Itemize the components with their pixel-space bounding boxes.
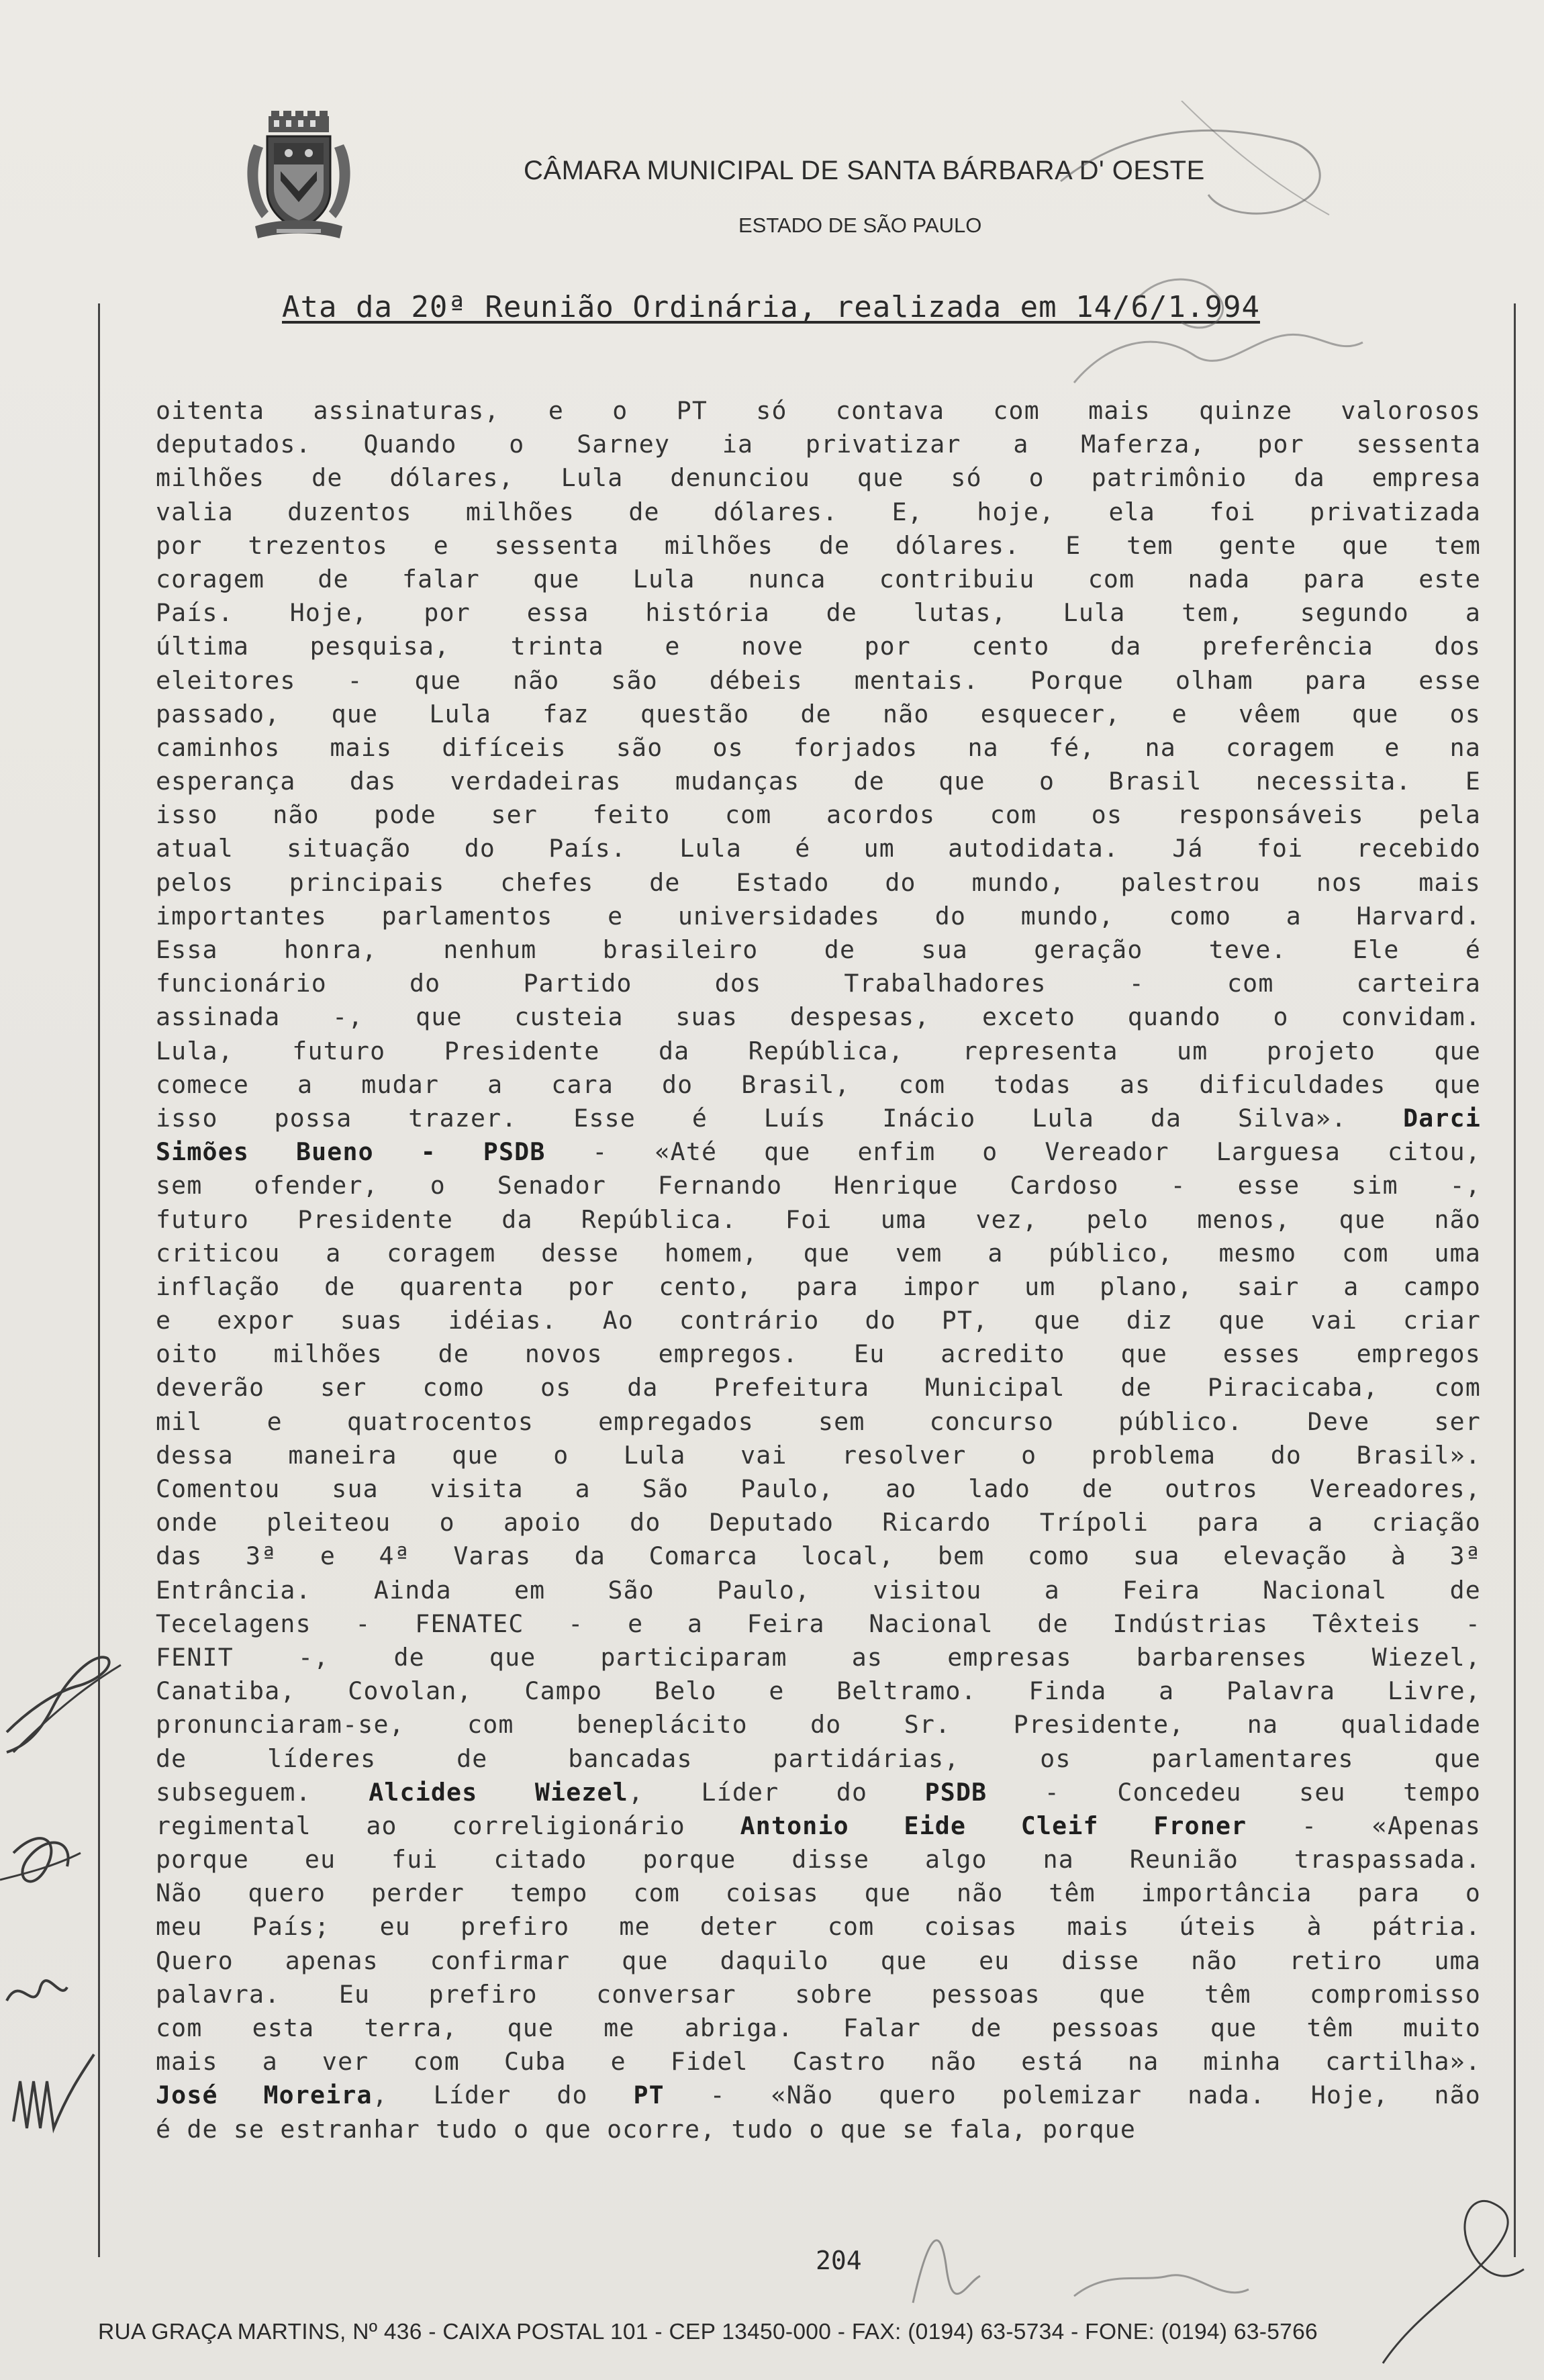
page-number: 204	[816, 2246, 862, 2275]
text-line	[156, 428, 1481, 461]
text-segment: passado, que Lula faz questão de não esquecer, e vêem que os	[156, 699, 1481, 728]
text-segment: das 3ª e 4ª Varas da Comarca local, bem como sua elevação à 3ª	[156, 1541, 1481, 1571]
text-line	[156, 2045, 1481, 2079]
right-frame-line	[1514, 303, 1516, 2257]
text-line	[156, 798, 1481, 832]
text-line	[156, 1371, 1481, 1405]
text-line	[156, 1809, 1481, 1843]
text-line	[156, 731, 1481, 765]
text-segment: Entrância. Ainda em São Paulo, visitou a Feira Nacional de	[156, 1575, 1481, 1605]
text-segment: e expor suas idéias. Ao contrário do PT, que diz que vai criar	[156, 1306, 1481, 1335]
text-line	[156, 1574, 1481, 1607]
text-segment: futuro Presidente da República. Foi uma vez, pelo menos, que não	[156, 1204, 1481, 1234]
text-line	[156, 596, 1481, 630]
text-line	[156, 461, 1481, 495]
text-segment: - Concedeu seu tempo	[987, 1777, 1481, 1807]
text-line	[156, 900, 1481, 933]
state-name: ESTADO DE SÃO PAULO	[738, 213, 982, 237]
text-segment: é de se estranhar tudo o que ocorre, tudo o que se fala, porque	[156, 2114, 1137, 2144]
text-line	[156, 630, 1481, 663]
text-segment: por trezentos e sessenta milhões de dólares. E tem gente que tem	[156, 530, 1481, 560]
text-line	[156, 933, 1481, 967]
text-line	[156, 1776, 1481, 1809]
text-segment: Canatiba, Covolan, Campo Belo e Beltramo. Finda a Palavra Livre,	[156, 1676, 1481, 1706]
speaker-name: Antonio Eide Cleif Froner	[740, 1811, 1247, 1840]
text-line	[156, 1472, 1481, 1506]
speaker-name: PSDB	[924, 1777, 987, 1807]
text-segment: milhões de dólares, Lula denunciou que só o patrimônio da empresa	[156, 463, 1481, 493]
text-segment: deverão ser como os da Prefeitura Municipal de Piracicaba, com	[156, 1373, 1481, 1402]
text-line	[156, 1539, 1481, 1573]
text-segment: importantes parlamentos e universidades do mundo, como a Harvard.	[156, 901, 1481, 931]
text-segment: isso possa trazer. Esse é Luís Inácio Lula da Silva».	[156, 1103, 1404, 1133]
text-line	[156, 1203, 1481, 1237]
text-segment: onde pleiteou o apoio do Deputado Ricardo Trípoli para a criação	[156, 1508, 1481, 1537]
text-line	[156, 1102, 1481, 1135]
text-segment: País. Hoje, por essa história de lutas, Lula tem, segundo a	[156, 598, 1481, 628]
text-line	[156, 1910, 1481, 1944]
text-line	[156, 495, 1481, 529]
text-segment: com esta terra, que me abriga. Falar de pessoas que têm muito	[156, 2013, 1481, 2042]
text-segment: funcionário do Partido dos Trabalhadores - com carteira	[156, 969, 1481, 998]
signature-left-margin	[0, 1611, 128, 2162]
text-line	[156, 1876, 1481, 1910]
left-frame-line	[98, 303, 100, 2257]
municipal-coat-of-arms-icon	[242, 111, 356, 245]
text-line	[156, 1843, 1481, 1876]
text-line	[156, 1270, 1481, 1304]
institution-name: CÂMARA MUNICIPAL DE SANTA BÁRBARA D' OESTE	[524, 156, 1205, 185]
text-segment: meu País; eu prefiro me deter com coisas mais úteis à pátria.	[156, 1912, 1481, 1942]
text-segment: criticou a coragem desse homem, que vem a público, mesmo com uma	[156, 1238, 1481, 1268]
text-segment: porque eu fui citado porque disse algo na Reunião traspassada.	[156, 1845, 1481, 1874]
text-segment: última pesquisa, trinta e nove por cento da preferência dos	[156, 632, 1481, 661]
text-segment: palavra. Eu prefiro conversar sobre pessoas que têm compromisso	[156, 1979, 1481, 2009]
text-segment: Essa honra, nenhum brasileiro de sua geração teve. Ele é	[156, 935, 1481, 964]
text-segment: Lula, futuro Presidente da República, representa um projeto que	[156, 1036, 1481, 1065]
text-line	[156, 1135, 1481, 1169]
text-line	[156, 1439, 1481, 1472]
text-segment: caminhos mais difíceis são os forjados na fé, na coragem e na	[156, 732, 1481, 762]
text-line	[156, 2113, 1481, 2146]
text-line	[156, 1337, 1481, 1371]
signature-top-right	[1047, 101, 1423, 410]
text-line	[156, 1674, 1481, 1708]
text-line	[156, 1405, 1481, 1439]
speaker-name: Alcides Wiezel	[369, 1777, 628, 1807]
text-line	[156, 1068, 1481, 1102]
text-line	[156, 2079, 1481, 2112]
text-line	[156, 1304, 1481, 1337]
text-line	[156, 832, 1481, 865]
text-segment: subseguem.	[156, 1777, 369, 1807]
speaker-name: José Moreira	[156, 2081, 373, 2110]
text-segment: valia duzentos milhões de dólares. E, hoje, ela foi privatizada	[156, 497, 1481, 526]
text-line	[156, 765, 1481, 798]
text-line	[156, 563, 1481, 596]
text-segment: Quero apenas confirmar que daquilo que eu disse não retiro uma	[156, 1946, 1481, 1975]
text-line	[156, 866, 1481, 900]
text-line	[156, 698, 1481, 731]
text-line	[156, 1035, 1481, 1068]
text-segment: atual situação do País. Lula é um autodidata. Já foi recebido	[156, 834, 1481, 863]
text-segment: pelos principais chefes de Estado do mundo, palestrou nos mais	[156, 867, 1481, 897]
footer-address: RUA GRAÇA MARTINS, Nº 436 - CAIXA POSTAL 101 - CEP 13450-000 - FAX: (0194) 63-5734 - FONE: (0194) 63-5766	[98, 2320, 1318, 2344]
text-line	[156, 1742, 1481, 1776]
text-line	[156, 1607, 1481, 1641]
text-line	[156, 1978, 1481, 2011]
text-segment: , Líder do	[372, 2081, 634, 2110]
text-segment: esperança das verdadeiras mudanças de que o Brasil necessita. E	[156, 767, 1481, 796]
text-segment: , Líder do	[628, 1777, 925, 1807]
text-segment: eleitores - que não são débeis mentais. Porque olham para esse	[156, 665, 1481, 695]
text-line	[156, 1237, 1481, 1270]
text-line	[156, 529, 1481, 563]
text-line	[156, 2011, 1481, 2045]
text-segment: inflação de quarenta por cento, para impor um plano, sair a campo	[156, 1272, 1481, 1301]
text-segment: deputados. Quando o Sarney ia privatizar a Maferza, por sessenta	[156, 430, 1481, 459]
text-segment: oito milhões de novos empregos. Eu acredito que esses empregos	[156, 1339, 1481, 1369]
text-segment: - «Não quero polemizar nada. Hoje, não	[664, 2081, 1481, 2110]
text-segment: coragem de falar que Lula nunca contribuiu com nada para este	[156, 564, 1481, 593]
text-segment: comece a mudar a cara do Brasil, com todas as dificuldades que	[156, 1069, 1481, 1099]
text-segment: de líderes de bancadas partidárias, os parlamentares que	[156, 1744, 1481, 1773]
text-line	[156, 394, 1481, 428]
text-segment: Comentou sua visita a São Paulo, ao lado de outros Vereadores,	[156, 1474, 1481, 1503]
text-segment: - «Até que enfim o Vereador Larguesa citou,	[545, 1137, 1481, 1167]
text-line	[156, 664, 1481, 698]
text-segment: mil e quatrocentos empregados sem concurso público. Deve ser	[156, 1407, 1481, 1436]
speaker-name: Darci	[1403, 1103, 1481, 1133]
text-line	[156, 1000, 1481, 1034]
text-segment: assinada -, que custeia suas despesas, exceto quando o convidam.	[156, 1002, 1481, 1032]
text-segment: dessa maneira que o Lula vai resolver o problema do Brasil».	[156, 1440, 1481, 1470]
text-segment: sem ofender, o Senador Fernando Henrique Cardoso - esse sim -,	[156, 1171, 1481, 1200]
speaker-name: PT	[633, 2081, 665, 2110]
text-segment: Tecelagens - FENATEC - e a Feira Nacional de Indústrias Têxteis -	[156, 1609, 1481, 1638]
text-segment: - «Apenas	[1247, 1811, 1481, 1840]
text-segment: regimental ao correligionário	[156, 1811, 740, 1840]
speaker-name: Simões Bueno - PSDB	[156, 1137, 546, 1167]
text-line	[156, 967, 1481, 1000]
text-line	[156, 1944, 1481, 1978]
text-line	[156, 1641, 1481, 1674]
minutes-title: Ata da 20ª Reunião Ordinária, realizada em 14/6/1.994	[282, 290, 1260, 324]
text-segment: mais a ver com Cuba e Fidel Castro não está na minha cartilha».	[156, 2047, 1481, 2077]
text-segment: oitenta assinaturas, e o PT só contava com mais quinze valorosos	[156, 396, 1481, 425]
text-segment: FENIT -, de que participaram as empresas barbarenses Wiezel,	[156, 1642, 1481, 1672]
text-line	[156, 1506, 1481, 1539]
text-segment: isso não pode ser feito com acordos com os responsáveis pela	[156, 800, 1481, 830]
minutes-body	[156, 394, 1481, 2146]
text-segment: pronunciaram-se, com beneplácito do Sr. Presidente, na qualidade	[156, 1710, 1481, 1740]
text-line	[156, 1169, 1481, 1202]
text-segment: Não quero perder tempo com coisas que não têm importância para o	[156, 1878, 1481, 1908]
text-line	[156, 1708, 1481, 1742]
